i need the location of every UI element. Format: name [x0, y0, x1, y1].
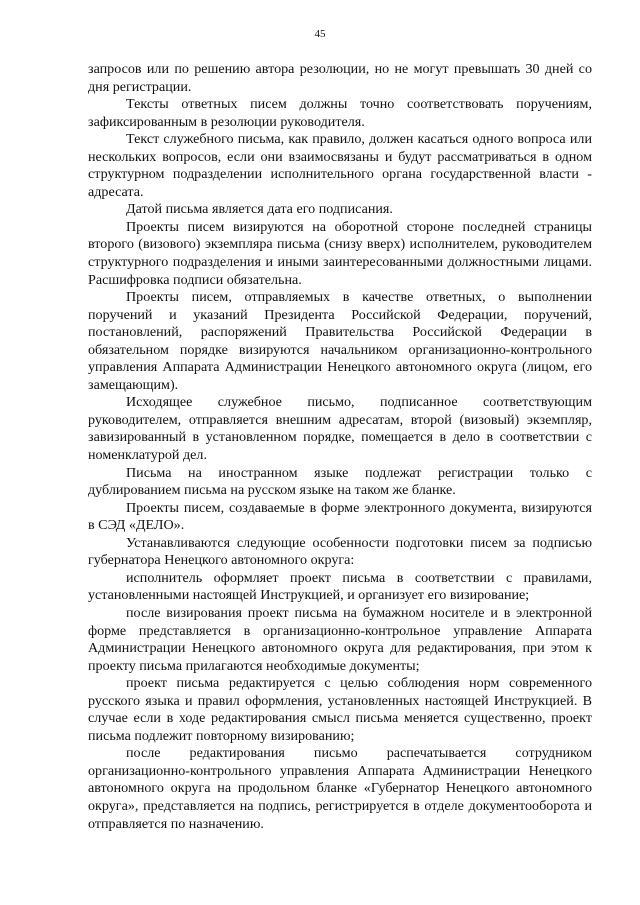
- paragraph-5: Проекты писем визируются на оборотной стороне последней страницы второго (визового) экземпляра письма (снизу вверх) исполнителем, руководителем структурного подразделения и иными заинтересованными должностными лицами. Расшифровка подписи обязательна.: [88, 218, 592, 288]
- paragraph-13: проект письма редактируется с целью соблюдения норм современного русского языка и правил оформления, установленных настоящей Инструкцией. В случае если в ходе редактирования смысл письма меняется существенно, проект письма подлежит повторному визированию;: [88, 675, 592, 744]
- paragraph-4: Датой письма является дата его подписания.: [126, 201, 393, 218]
- paragraph-10: Устанавливаются следующие особенности подготовки писем за подписью губернатора Ненецкого автономного округа:: [88, 534, 592, 569]
- paragraph-14: после редактирования письмо распечатывается сотрудником организационно-контрольного управления Аппарата Администрации Ненецкого автономного округа на продольном бланке «Губернатор Ненецкого автономного округа», представляется на подпись, регистрируется в отделе документооборота и отправляется по назначению.: [88, 745, 592, 832]
- paragraph-9: Проекты писем, создаваемые в форме электронного документа, визируются в СЭД «ДЕЛО».: [88, 499, 592, 534]
- paragraph-1: запросов или по решению автора резолюции, но не могут превышать 30 дней со дня регистрации.: [88, 61, 592, 95]
- paragraph-11: исполнитель оформляет проект письма в соответствии с правилами, установленными настоящей Инструкцией, и организует его визирование;: [88, 569, 592, 604]
- paragraph-7: Исходящее служебное письмо, подписанное соответствующим руководителем, отправляется внешним адресатам, второй (визовый) экземпляр, завизированный в установленном порядке, помещается в дело в соответствии с номенклатурой дел.: [88, 394, 592, 464]
- paragraph-3: Текст служебного письма, как правило, должен касаться одного вопроса или нескольких вопросов, если они взаимосвязаны и будут рассматриваться в одном структурном подразделении исполнительного органа государственной власти - адресата.: [88, 131, 592, 200]
- document-body: [88, 61, 592, 833]
- paragraph-8: Письма на иностранном языке подлежат регистрации только с дублированием письма на русском языке на таком же бланке.: [88, 464, 592, 499]
- paragraph-2: Тексты ответных писем должны точно соответствовать поручениям, зафиксированным в резолюции руководителя.: [88, 96, 592, 130]
- paragraph-12: после визирования проект письма на бумажном носителе и в электронной форме представляется в организационно-контрольное управление Аппарата Администрации Ненецкого автономного округа для редактирования, при этом к проекту письма прилагаются необходимые документы;: [88, 604, 592, 674]
- paragraph-6: Проекты писем, отправляемых в качестве ответных, о выполнении поручений и указаний Президента Российской Федерации, поручений, постановлений, распоряжений Правительства Российской Федерации в обязательном порядке визируются начальником организационно-контрольного управления Аппарата Администрации Ненецкого автономного округа (лицом, его замещающим).: [88, 289, 592, 393]
- page-number: 45: [314, 28, 326, 40]
